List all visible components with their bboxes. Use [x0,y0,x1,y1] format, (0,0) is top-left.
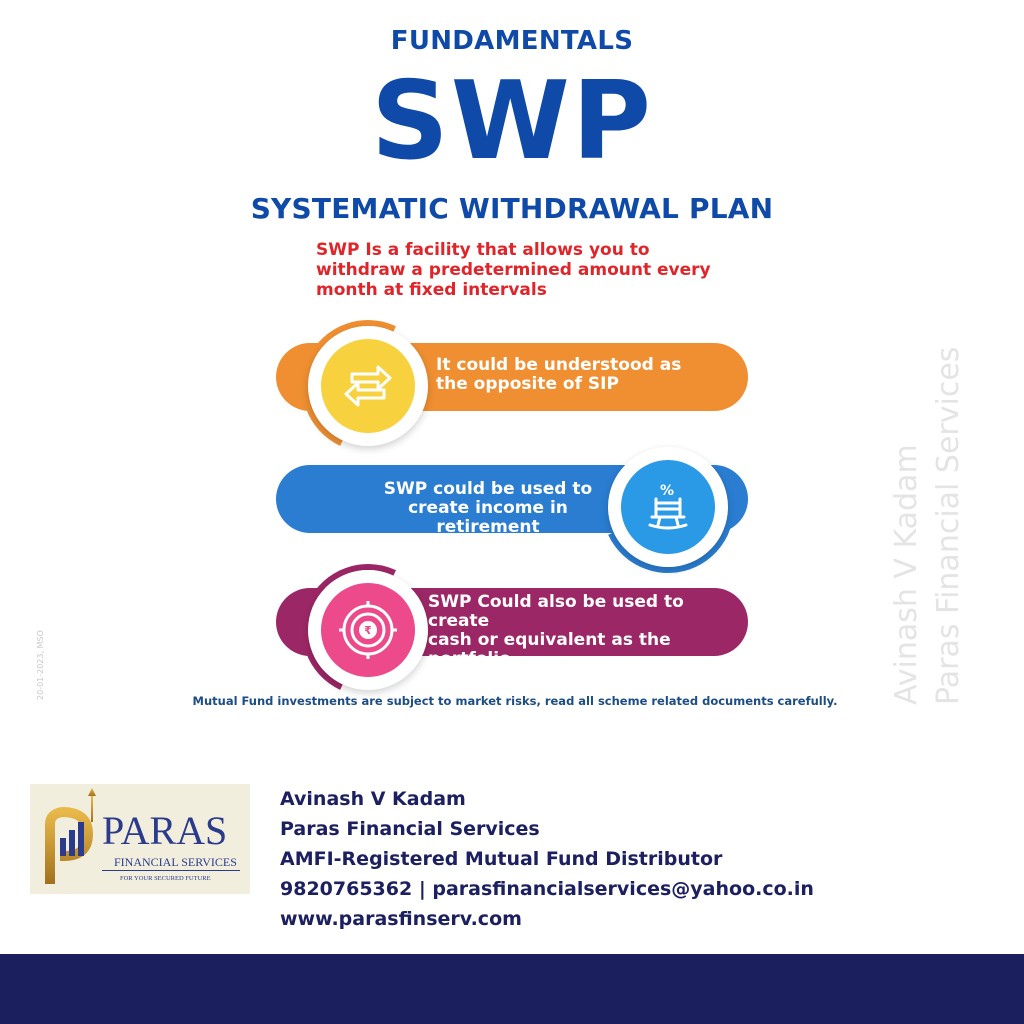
svg-text:%: % [660,483,675,499]
card-2-line-2: create income in retirement [408,498,568,537]
contact-block [280,784,814,934]
contact-website: www.parasfinserv.com [280,908,522,930]
card-3-line-1: SWP Could also be used to create [428,592,684,631]
paras-logo [30,784,250,894]
footer-band [0,954,1024,1024]
card-1-line-2: the opposite of SIP [436,374,619,394]
swp-title: SWP [370,59,654,184]
contact-phone-email: 9820765362 | parasfinancialservices@yahoo.co.in [280,878,814,900]
card-2-icon-ring [608,447,728,567]
svg-text:₹: ₹ [364,624,372,637]
contact-name: Avinash V Kadam [280,788,466,810]
watermark-line-2: Paras Financial Services [931,346,966,705]
card-2-line-1: SWP could be used to [383,479,593,499]
contact-role: AMFI-Registered Mutual Fund Distributor [280,848,723,870]
logo-tagline: FINANCIAL SERVICES [114,855,237,869]
logo-motto: FOR YOUR SECURED FUTURE [120,875,211,882]
contact-company: Paras Financial Services [280,818,540,840]
card-3-line-3: approaches the financial goal [428,668,712,688]
rocking-chair-icon [621,460,715,554]
risk-disclaimer: Mutual Fund investments are subject to market risks, read all scheme related documents carefully. [192,694,838,708]
card-3-line-2: cash or equivalent as the portfolio [428,630,671,669]
side-stamp: 20-01-2023, MSO [36,630,45,700]
watermark [886,347,970,705]
watermark-line-1: Avinash V Kadam [889,444,924,705]
swp-subtitle: SYSTEMATIC WITHDRAWAL PLAN [250,192,774,225]
kicker-heading: FUNDAMENTALS [390,26,634,56]
swap-arrows-icon [321,339,415,433]
card-1-line-1: It could be understood as [436,355,682,375]
card-3-icon-ring [308,570,428,690]
swp-description: SWP Is a facility that allows you to withdraw a predetermined amount every month at fixed intervals [316,240,711,300]
logo-name: PARAS [102,808,228,853]
card-1-icon-ring [308,326,428,446]
rupee-target-icon [321,583,415,677]
